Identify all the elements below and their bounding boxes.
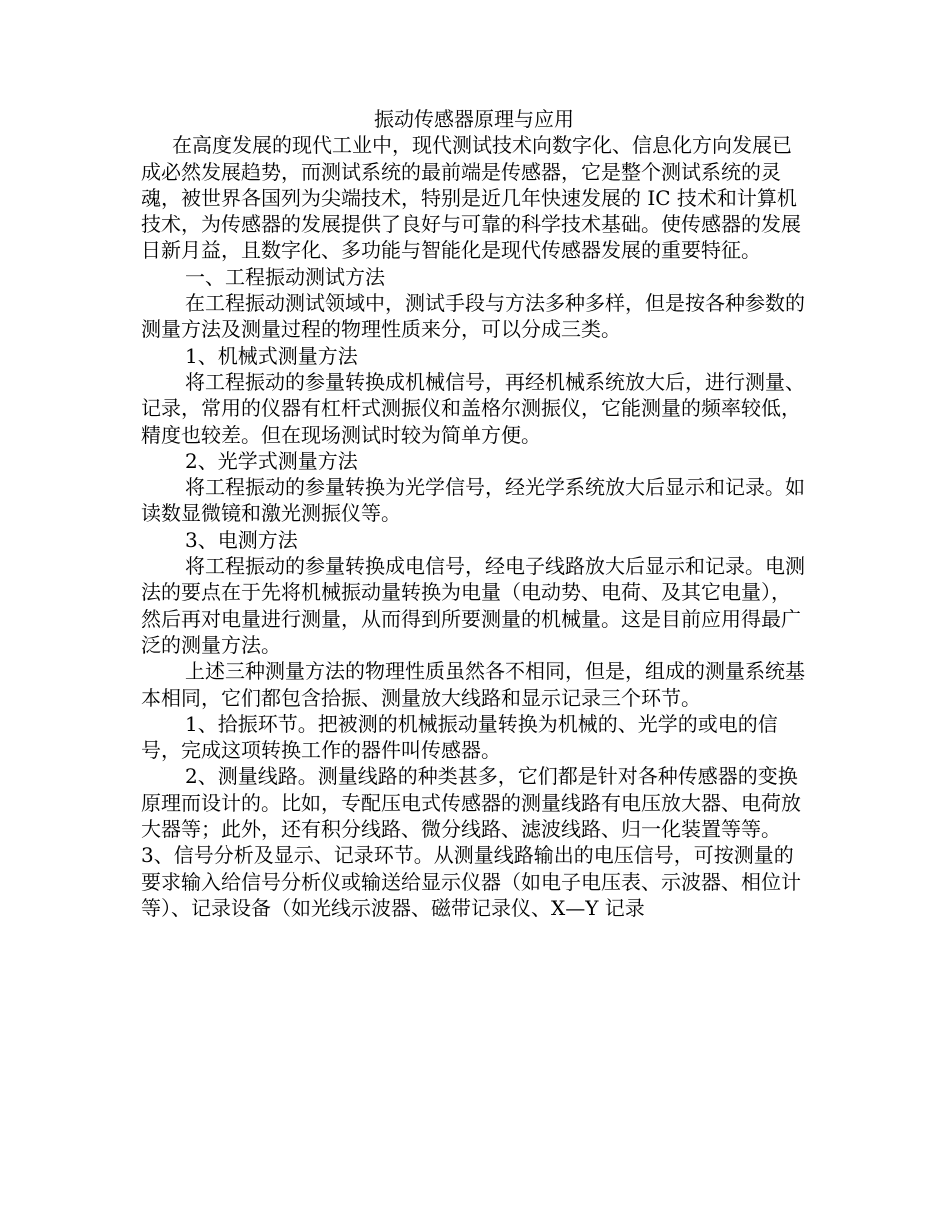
subheading-mechanical: 1、机械式测量方法 (185, 343, 358, 368)
document-body (141, 106, 807, 921)
subheading-optical: 2、光学式测量方法 (185, 448, 358, 473)
paragraph-optical: 将工程振动的参量转换为光学信号，经光学系统放大后显示和记录。如读数显微镜和激光测振仪等。 (141, 475, 805, 526)
paragraph-mechanical: 将工程振动的参量转换成机械信号，再经机械系统放大后，进行测量、记录，常用的仪器有杠杆式测振仪和盖格尔测振仪，它能测量的频率较低，精度也较差。但在现场测试时较为简单方便。 (141, 369, 805, 447)
section-heading-methods: 一、工程振动测试方法 (185, 264, 385, 289)
paragraph-electrical: 将工程振动的参量转换成电信号，经电子线路放大后显示和记录。电测法的要点在于先将机械振动量转换为电量（电动势、电荷、及其它电量），然后再对电量进行测量，从而得到所要测量的机械量。这是目前应用得最广泛的测量方法。 (141, 554, 805, 657)
paragraph-pickup-stage: 1、拾振环节。把被测的机械振动量转换为机械的、光学的或电的信号，完成这项转换工作的器件叫传感器。 (141, 711, 778, 763)
document-title: 振动传感器原理与应用 (374, 107, 574, 131)
paragraph-system-summary: 上述三种测量方法的物理性质虽然各不相同，但是，组成的测量系统基本相同，它们都包含拾振、测量放大线路和显示记录三个环节。 (141, 659, 805, 710)
subheading-electrical: 3、电测方法 (185, 527, 298, 552)
paragraph-intro: 在高度发展的现代工业中，现代测试技术向数字化、信息化方向发展已成必然发展趋势，而测试系统的最前端是传感器，它是整个测试系统的灵魂，被世界各国列为尖端技术，特别是近几年快速发展的 IC 技术和计算机技术，为传感器的发展提供了良好与可靠的科学技术基础。使传感器的发展日新月益，且数字化、多功能与智能化是现代传感器发展的重要特征。 (141, 133, 801, 263)
paragraph-methods-overview: 在工程振动测试领域中，测试手段与方法多种多样，但是按各种参数的测量方法及测量过程的物理性质来分，可以分成三类。 (141, 291, 805, 342)
paragraph-measuring-circuit: 2、测量线路。测量线路的种类甚多，它们都是针对各种传感器的变换原理而设计的。比如，专配压电式传感器的测量线路有电压放大器、电荷放大器等；此外，还有积分线路、微分线路、滤波线路、归一化装置等等。 (141, 764, 801, 842)
paragraph-signal-analysis: 3、信号分析及显示、记录环节。从测量线路输出的电压信号，可按测量的要求输入给信号分析仪或输送给显示仪器（如电子电压表、示波器、相位计等）、记录设备（如光线示波器、磁带记录仪、X—Y 记录 (141, 843, 801, 920)
